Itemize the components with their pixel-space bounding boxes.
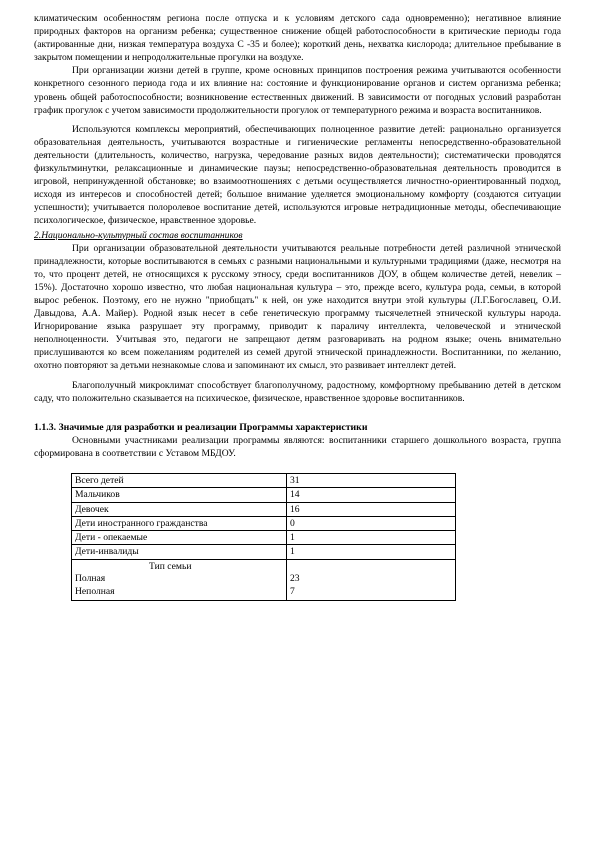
table-row [72, 473, 456, 487]
table-cell-label: Дети-инвалиды [72, 545, 287, 559]
table-row-family [72, 559, 456, 601]
table-cell-value: 31 [287, 473, 456, 487]
table-cell-label: Девочек [72, 502, 287, 516]
paragraph-microclimate: Благополучный микроклимат способствует благополучному, радостному, комфортному пребыванию детей в детском саду, что положительно сказывается на психическое, физическое, нравственное здоровье воспитанников. [34, 379, 561, 404]
section-heading: 1.1.3. Значимые для разработки и реализации Программы характеристики [34, 421, 368, 433]
family-incomplete-label: Неполная [75, 585, 115, 597]
table-cell-value: 1 [287, 545, 456, 559]
family-full-value: 23 [290, 573, 300, 585]
family-incomplete-value: 7 [290, 585, 295, 597]
paragraph-national: При организации образовательной деятельности учитываются реальные потребности детей различной этнической принадлежности, которые воспитываются в семьях с разными национальными и культурными традициями (даже, несмотря на то, что процент детей, не относящихся к русскому этносу, среди воспитанников ДОУ, в общем количестве детей, невелик – 15%). Достаточно хорошо известно, что любая национальная культура – это, прежде всего, культура рода, семьи, в которой вырос ребенок. Поэтому, его не нужно "приобщать" к ней, он уже находится внутри этой культуры (Л.Г.Богославец, О.И. Давыдова, А.А. Майер). Родной язык несет в себе генетическую программу тысячелетней этнической культуры народа. Игнорирование языка разрушает эту программу, приводит к параличу интеллекта, человеческой и этнической неполноценности. Учитывая это, педагоги не запрещают детям разговаривать на родном языке; очень внимательно прислушиваются ко всем пожеланиям родителей из семей другой этнической принадлежности. Воспитанники, по желанию, охотно повторяют за детьми незнакомые слова и запоминают их смысл, это развивает интеллект детей. [34, 242, 561, 372]
paragraph-participants: Основными участниками реализации программы являются: воспитанники старшего дошкольного возраста, группа сформирована в соответствии с Уставом МБДОУ. [34, 434, 561, 459]
subsection-title-national: 2.Национально-культурный состав воспитанников [34, 229, 243, 241]
table-cell-label: Всего детей [72, 473, 287, 487]
table-row [72, 488, 456, 502]
table-cell-value: 0 [287, 516, 456, 530]
table-cell-value: 16 [287, 502, 456, 516]
table-cell-label: Мальчиков [72, 488, 287, 502]
paragraph-climate: климатическим особенностям региона после отпуска и к условиям детского сада одновременно); негативное влияние природных факторов на организм ребенка; существенное снижение общей работоспособности в критические периоды года (актированные дни, низкая температура воздуха С -35 и более); короткий день, нехватка кислорода; длительное пребывание в закрытом помещении и непродолжительные прогулки на воздухе. [34, 13, 561, 64]
table-row [72, 531, 456, 545]
table-row [72, 545, 456, 559]
table-cell-value: 14 [287, 488, 456, 502]
table-row [72, 516, 456, 530]
group-composition-table [71, 473, 456, 601]
paragraph-regime: При организации жизни детей в группе, кроме основных принципов построения режима учитываются особенности конкретного сезонного периода года и их влияние на: состояние и функционирование органов и систем организма ребенка; уровень общей работоспособности; возникновение естественных движений. В зависимости от погодных условий разработан график прогулок с учетом зависимости продолжительности прогулок от температурного режима и возраста воспитанников. [34, 65, 561, 116]
family-full-label: Полная [75, 573, 106, 585]
table-cell-label: Дети - опекаемые [72, 531, 287, 545]
document-page [34, 12, 561, 601]
family-type-title: Тип семьи [149, 560, 192, 572]
table-cell-family-labels [72, 559, 287, 601]
table-row [72, 502, 456, 516]
table-cell-family-values [287, 559, 456, 601]
paragraph-measures: Используются комплексы мероприятий, обеспечивающих полноценное развитие детей: рационально организуется образовательная деятельность, учитываются возрастные и гигиенические регламенты непосредственно-образовательной деятельности (длительность, количество, нагрузка, чередование разных видов деятельности); систематически проводятся физкультминутки, релаксационные и динамические паузы; непосредственно-образовательная деятельность проводится в игровой, непринужденной обстановке; во взаимоотношениях с детьми осуществляется личностно-ориентированный подход, исходя из интересов и способностей детей; большое внимание уделяется эмоциональному комфорту (создаются ситуации успешности); учитывается полоролевое воспитание детей, используются игровые нетрадиционные методы, обеспечивающие психологическое, физическое, нравственное здоровье. [34, 123, 561, 227]
table-cell-value: 1 [287, 531, 456, 545]
table-cell-label: Дети иностранного гражданства [72, 516, 287, 530]
